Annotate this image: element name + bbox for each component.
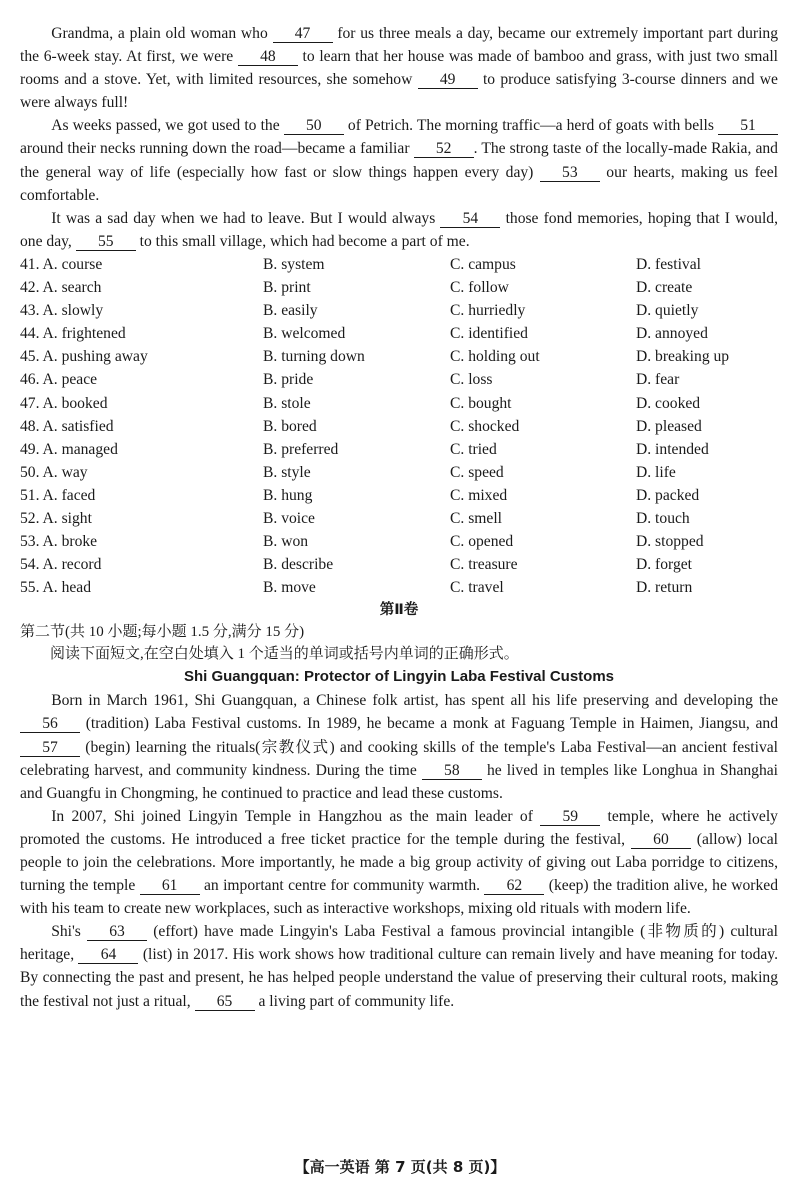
option-b: B. hung [263, 486, 313, 504]
text-segment: It was a sad day when we had to leave. But I would always [51, 209, 436, 227]
option-a: 47. A. booked [20, 394, 108, 412]
option-c: C. identified [450, 325, 528, 343]
blank-55: 55 [76, 234, 136, 251]
blank-51: 51 [718, 118, 778, 135]
option-d: D. quietly [636, 302, 699, 320]
text-segment: (keep) the tradition alive, he worked with his team to create new workplaces, such as interactive workshops, mixing old rituals with modern life. [20, 877, 779, 918]
blank-56: 56 [20, 716, 80, 733]
option-c: C. treasure [450, 556, 518, 574]
exam-page [20, 22, 778, 1013]
text-segment: he lived in temples like Longhua in Shanghai and Guangfu in Chongming, he continued to practice and lead these customs. [20, 761, 779, 802]
option-a: 42. A. search [20, 279, 102, 297]
option-b: B. stole [263, 394, 311, 412]
text-segment: around their necks running down the road—became a familiar [20, 140, 410, 158]
option-c: C. holding out [450, 348, 540, 366]
option-c: C. follow [450, 279, 509, 297]
option-a: 41. A. course [20, 255, 103, 273]
option-a: 43. A. slowly [20, 302, 104, 320]
text-segment: (list) in 2017. His work shows how traditional culture can remain lively and have meaning for today. By connecting the past and present, he has helped people understand the value of preserving their cultural roots, making the festival not just a ritual, [20, 946, 778, 1010]
option-c: C. bought [450, 394, 512, 412]
blank-63: 63 [87, 924, 147, 941]
text-segment: those fond memories, hoping that I would, one day, [20, 209, 779, 250]
passage2-paragraph-3 [20, 920, 778, 1012]
option-a: 52. A. sight [20, 509, 92, 527]
option-b: B. won [263, 533, 309, 551]
text-segment: for us three meals a day, became our extremely important part during the 6-week stay. At first, we were [20, 25, 779, 66]
option-d: D. cooked [636, 394, 701, 412]
option-row-42 [20, 276, 778, 299]
text-segment: temple, where he actively promoted the customs. He introduced a free ticket practice for the temple during the festival, [20, 807, 778, 848]
option-b: B. describe [263, 556, 334, 574]
option-row-55 [20, 576, 778, 599]
blank-54: 54 [440, 211, 500, 228]
blank-52: 52 [414, 141, 474, 158]
option-d: D. festival [636, 255, 701, 273]
option-d: D. return [636, 579, 693, 597]
option-row-53 [20, 530, 778, 553]
text-segment: Shi's [51, 923, 81, 941]
option-row-50 [20, 461, 778, 484]
option-row-54 [20, 553, 778, 576]
article-title: Shi Guangquan: Protector of Lingyin Laba Festival Customs [183, 668, 615, 686]
option-a: 53. A. broke [20, 533, 98, 551]
option-b: B. bored [263, 417, 317, 435]
option-c: C. campus [450, 255, 516, 273]
option-c: C. loss [450, 371, 493, 389]
option-a: 45. A. pushing away [20, 348, 148, 366]
blank-60: 60 [631, 832, 691, 849]
passage2-paragraph-1 [20, 689, 778, 804]
option-b: B. system [263, 255, 325, 273]
option-d: D. create [636, 279, 693, 297]
blank-49: 49 [418, 72, 478, 89]
option-d: D. pleased [636, 417, 702, 435]
text-segment: . The strong taste of the locally-made Rakia, and the general way of life (especially how fast or slow things happen every day) [20, 140, 778, 181]
blank-59: 59 [540, 809, 600, 826]
option-c: C. travel [450, 579, 504, 597]
blank-64: 64 [78, 947, 138, 964]
blank-61: 61 [140, 878, 200, 895]
option-b: B. easily [263, 302, 318, 320]
option-c: C. shocked [450, 417, 520, 435]
option-d: D. stopped [636, 533, 704, 551]
blank-53: 53 [540, 165, 600, 182]
text-segment: our hearts, making us feel comfortable. [20, 163, 778, 204]
blank-48: 48 [238, 49, 298, 66]
option-row-52 [20, 507, 778, 530]
text-segment: (tradition) Laba Festival customs. In 1989, he became a monk at Faguang Temple in Haimen, Jiangsu, and [85, 715, 778, 733]
option-d: D. intended [636, 440, 709, 458]
passage1-paragraph-1 [20, 22, 778, 114]
option-d: D. life [636, 463, 676, 481]
option-b: B. preferred [263, 440, 339, 458]
blank-47: 47 [273, 26, 333, 43]
option-a: 51. A. faced [20, 486, 96, 504]
option-c: C. hurriedly [450, 302, 526, 320]
text-segment: Born in March 1961, Shi Guangquan, a Chinese folk artist, has spent all his life preserving and developing the [51, 692, 778, 710]
option-b: B. print [263, 279, 311, 297]
page-footer: 【高一英语 第 7 页(共 8 页)】 [294, 1158, 506, 1176]
passage1-paragraph-2 [20, 114, 778, 206]
option-row-48 [20, 415, 778, 438]
blank-58: 58 [422, 763, 482, 780]
text-segment: (allow) local people to join the celebrations. More importantly, he made a big group activity of giving out Laba porridge to citizens, turning the temple [20, 830, 778, 895]
section-title: 第Ⅱ卷 [379, 602, 419, 619]
option-row-43 [20, 299, 778, 322]
text-segment: to produce satisfying 3-course dinners and we were always full! [20, 71, 778, 112]
option-c: C. mixed [450, 486, 508, 504]
option-b: B. turning down [263, 348, 365, 366]
text-segment: As weeks passed, we got used to the [51, 117, 280, 135]
option-c: C. smell [450, 509, 502, 527]
option-c: C. speed [450, 463, 504, 481]
option-row-47 [20, 392, 778, 415]
option-d: D. touch [636, 509, 690, 527]
option-a: 49. A. managed [20, 440, 118, 458]
blank-65: 65 [195, 994, 255, 1011]
option-b: B. voice [263, 509, 315, 527]
option-a: 55. A. head [20, 579, 92, 597]
option-a: 54. A. record [20, 556, 102, 574]
option-d: D. forget [636, 556, 693, 574]
option-row-46 [20, 368, 778, 391]
option-row-45 [20, 345, 778, 368]
text-segment: to this small village, which had become a part of me. [139, 232, 470, 250]
option-a: 50. A. way [20, 463, 88, 481]
text-segment: Grandma, a plain old woman who [51, 25, 268, 42]
option-a: 48. A. satisfied [20, 417, 114, 435]
text-segment: In 2007, Shi joined Lingyin Temple in Hangzhou as the main leader of [51, 807, 533, 825]
text-segment: a living part of community life. [258, 992, 455, 1010]
text-segment: to learn that her house was made of bamboo and grass, with just two small rooms and a stove. Yet, with limited resources, she somehow [20, 48, 778, 89]
option-row-44 [20, 322, 778, 345]
option-d: D. annoyed [636, 325, 708, 343]
blank-62: 62 [484, 878, 544, 895]
option-d: D. fear [636, 371, 680, 389]
option-b: B. pride [263, 371, 314, 389]
passage1-paragraph-3 [20, 207, 778, 253]
option-b: B. welcomed [263, 325, 346, 343]
passage2-paragraph-2 [20, 805, 778, 920]
text-segment: an important centre for community warmth. [204, 877, 481, 895]
blank-50: 50 [284, 118, 344, 135]
text-segment: of Petrich. The morning traffic—a herd of goats with bells [347, 117, 714, 135]
section2-heading: 第二节(共 10 小题;每小题 1.5 分,满分 15 分) [20, 624, 305, 641]
options-list [20, 253, 778, 599]
option-d: D. packed [636, 486, 700, 504]
text-segment: (effort) have made Lingyin's Laba Festival a famous provincial intangible (非物质的) cultural heritage, [20, 923, 778, 964]
option-d: D. breaking up [636, 348, 730, 366]
text-segment: (begin) learning the rituals(宗教仪式) and cooking skills of the temple's Laba Festival—an ancient festival celebrating harvest, and community kindness. During the time [20, 738, 779, 779]
option-b: B. style [263, 463, 311, 481]
option-row-51 [20, 484, 778, 507]
option-b: B. move [263, 579, 316, 597]
option-c: C. tried [450, 440, 497, 458]
option-row-49 [20, 438, 778, 461]
option-row-41 [20, 253, 778, 276]
option-a: 44. A. frightened [20, 325, 126, 343]
option-a: 46. A. peace [20, 371, 98, 389]
blank-57: 57 [20, 740, 80, 757]
option-c: C. opened [450, 533, 514, 551]
section2-instruction: 阅读下面短文,在空白处填入 1 个适当的单词或括号内单词的正确形式。 [50, 646, 519, 663]
